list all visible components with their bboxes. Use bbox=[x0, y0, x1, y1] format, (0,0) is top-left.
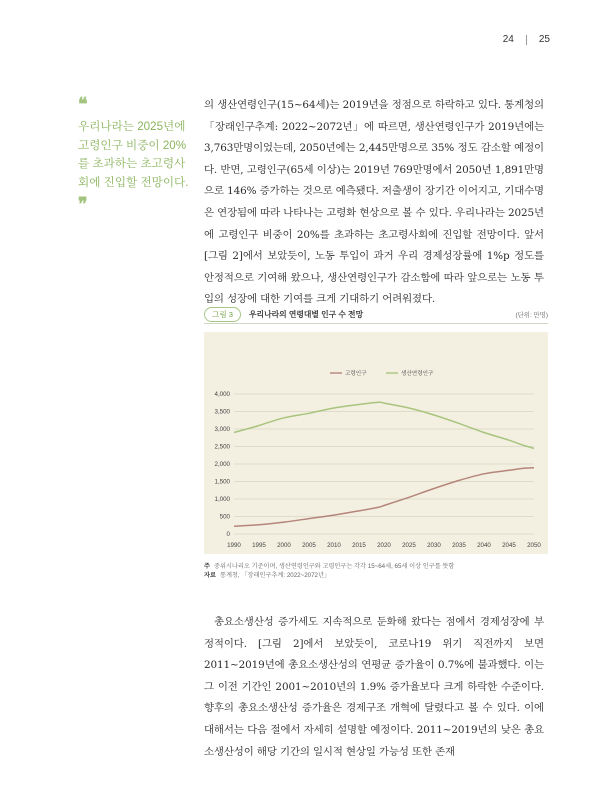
x-tick-label: 2035 bbox=[452, 542, 466, 549]
figure-notes bbox=[204, 562, 548, 581]
y-tick-label: 3,000 bbox=[214, 426, 230, 434]
legend-label: 생산연령인구 bbox=[401, 371, 434, 377]
x-tick-label: 2045 bbox=[502, 542, 516, 549]
page-number-divider bbox=[526, 35, 527, 45]
y-tick-label: 3,500 bbox=[214, 408, 230, 416]
note-text: 중위시나리오 기준이며, 생산연령인구와 고령인구는 각각 15~64세, 65세 이상 인구를 뜻함 bbox=[213, 563, 455, 570]
pull-quote-text: 우리나라는 2025년에 고령인구 비중이 20%를 초과하는 초고령사회에 진입할 전망이다. bbox=[78, 120, 189, 189]
x-tick-label: 2050 bbox=[527, 542, 541, 549]
figure-note bbox=[204, 562, 548, 571]
close-quote-icon: ❜❜ bbox=[78, 194, 86, 216]
figure-source bbox=[204, 571, 548, 580]
body-paragraph-1: 의 생산연령인구(15~64세)는 2019년을 정점으로 하락하고 있다. 통계청의 「장래인구추계: 2022~2072년」에 따르면, 생산연령인구가 2019년에는 3,763만명이었는데, 2050년에는 2,445만명으로 35% 정도 감소할 예정이다. 반면, 고령인구(65세 이상)는 2019년 769만명에서 2050년 1,891만명으로 146% 증가하는 것으로 예측됐다. 저출생이 장기간 이어지고, 기대수명은 연장됨에 따라 나타나는 고령화 현상으로 볼 수 있다. 우리나라는 2025년에 고령인구 비중이 20%를 초과하는 초고령사회에 진입할 전망이다. 앞서 [그림 2]에서 보았듯이, 노동 투입이 과거 우리 경제성장률에 1%p 정도를 안정적으로 기여해 왔으나, 생산연령인구가 감소함에 따라 앞으로는 노동 투입의 성장에 대한 기여를 크게 기대하기 어려워졌다. bbox=[204, 99, 544, 306]
x-tick-label: 2015 bbox=[352, 542, 366, 549]
pull-quote-sidebar bbox=[78, 96, 196, 214]
page-number-left: 24 bbox=[502, 34, 514, 45]
x-tick-label: 2000 bbox=[277, 542, 291, 549]
figure-tag: 그림 3 bbox=[204, 307, 241, 322]
series-line bbox=[234, 468, 534, 527]
page-numbers bbox=[503, 34, 550, 45]
y-tick-label: 4,000 bbox=[214, 391, 230, 399]
population-line-chart bbox=[204, 332, 548, 554]
y-tick-label: 1,000 bbox=[214, 496, 230, 504]
x-tick-label: 1990 bbox=[227, 542, 241, 549]
y-tick-label: 1,500 bbox=[214, 478, 230, 486]
figure-3 bbox=[204, 306, 548, 581]
x-tick-label: 2025 bbox=[402, 542, 416, 549]
note-label: 주 bbox=[204, 563, 210, 570]
figure-unit: (단위: 만명) bbox=[515, 312, 548, 319]
page-number-right: 25 bbox=[538, 34, 550, 45]
source-label: 자료 bbox=[204, 572, 216, 580]
series-line bbox=[234, 402, 534, 448]
figure-title: 우리나라의 연령대별 인구 수 전망 bbox=[249, 310, 364, 319]
y-tick-label: 2,000 bbox=[214, 461, 230, 469]
x-tick-label: 2010 bbox=[327, 542, 341, 549]
y-tick-label: 2,500 bbox=[214, 443, 230, 451]
figure-header bbox=[204, 306, 548, 324]
x-tick-label: 2020 bbox=[377, 542, 391, 549]
chart-area bbox=[204, 332, 548, 554]
x-tick-label: 2005 bbox=[302, 542, 316, 549]
open-quote-icon: ❛❛ bbox=[78, 94, 86, 115]
source-text: 통계청, 「장래인구추계: 2022~2072년」 bbox=[219, 572, 331, 580]
y-tick-label: 0 bbox=[226, 531, 230, 539]
y-tick-label: 500 bbox=[219, 513, 230, 521]
legend-label: 고령인구 bbox=[345, 371, 367, 377]
x-tick-label: 2030 bbox=[427, 542, 441, 549]
x-tick-label: 2040 bbox=[477, 542, 491, 549]
body-paragraph-2: 총요소생산성 증가세도 지속적으로 둔화해 왔다는 점에서 경제성장에 부정적이다. [그림 2]에서 보았듯이, 코로나19 위기 직전까지 보면 2011~2019년에 총요소생산성의 연평균 증가율이 0.7%에 불과했다. 이는 그 이전 기간인 2001~2010년의 1.9% 증가율보다 크게 하락한 수준이다. 향후의 총요소생산성 증가율은 경제구조 개혁에 달렸다고 볼 수 있다. 이에 대해서는 다음 절에서 자세히 설명할 예정이다. 2011~2019년의 낮은 총요소생산성이 해당 기간의 일시적 현상일 가능성 또한 존재 bbox=[204, 616, 544, 758]
x-tick-label: 1995 bbox=[252, 542, 266, 549]
